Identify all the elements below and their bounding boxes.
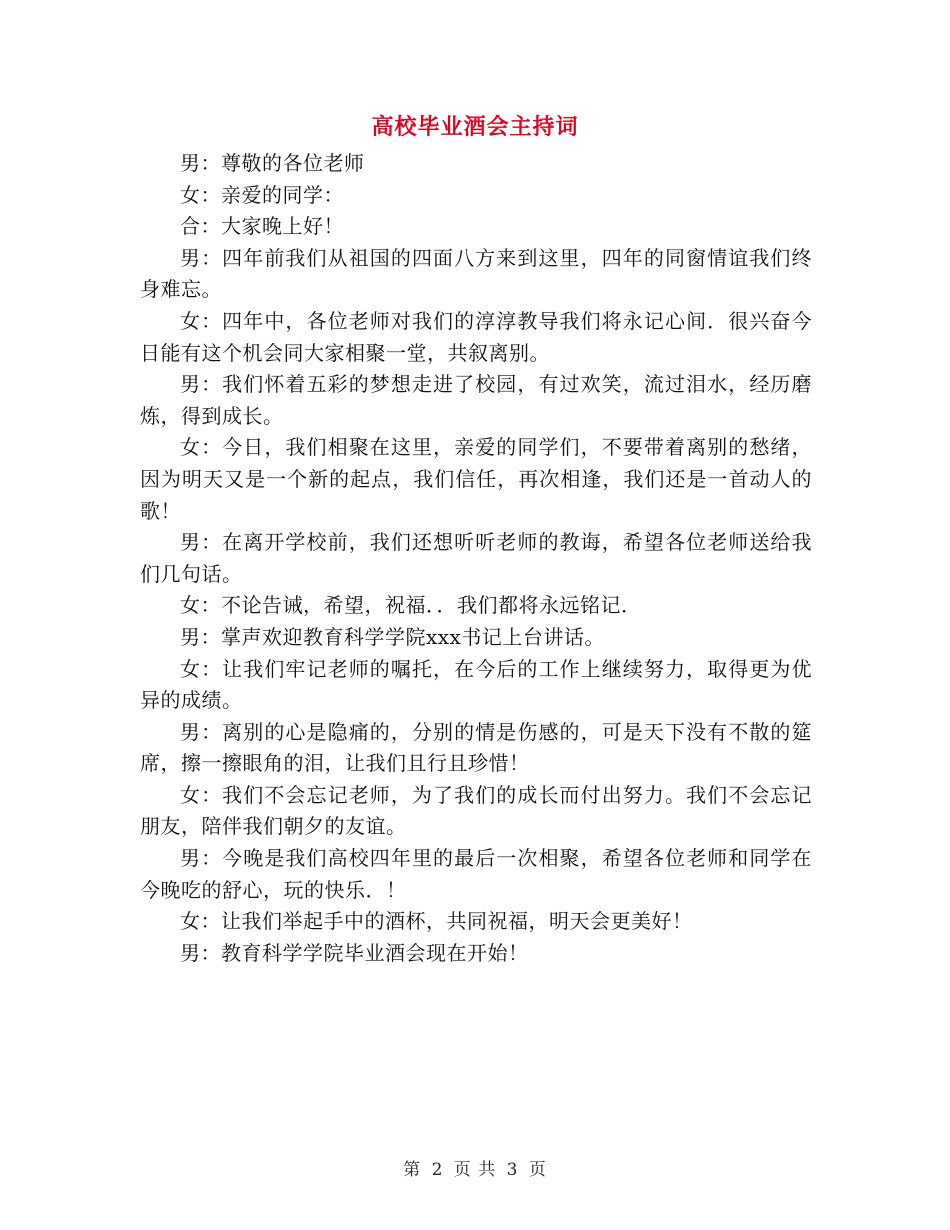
- footer-page-number: 2: [431, 1160, 444, 1180]
- paragraph: 男：今晚是我们高校四年里的最后一次相聚，希望各位老师和同学在今晚吃的舒心，玩的快乐．！: [140, 846, 812, 902]
- paragraph: 合：大家晚上好！: [180, 214, 344, 239]
- paragraph: 女：让我们牢记老师的嘱托，在今后的工作上继续努力，取得更为优异的成绩。: [140, 656, 812, 713]
- paragraph: 女：四年中，各位老师对我们的淳淳教导我们将永记心间．很兴奋今日能有这个机会同大家相聚一堂，共叙离别。: [140, 308, 812, 365]
- footer-prefix: 第: [403, 1160, 422, 1180]
- paragraph: 男：四年前我们从祖国的四面八方来到这里，四年的同窗情谊我们终身难忘。: [140, 245, 812, 302]
- paragraph: 男：在离开学校前，我们还想听听老师的教诲，希望各位老师送给我们几句话。: [140, 530, 812, 586]
- footer-suffix: 页: [528, 1160, 547, 1180]
- paragraph: 男：离别的心是隐痛的，分别的情是伤感的，可是天下没有不散的筵席，擦一擦眼角的泪，让我们且行且珍惜！: [140, 719, 812, 776]
- paragraph: 男：我们怀着五彩的梦想走进了校园，有过欢笑，流过泪水，经历磨炼，得到成长。: [140, 372, 812, 428]
- paragraph: 女：我们不会忘记老师，为了我们的成长而付出努力。我们不会忘记朋友，陪伴我们朝夕的友谊。: [140, 782, 812, 839]
- paragraph: 男：尊敬的各位老师: [180, 151, 365, 175]
- page-footer: [0, 1155, 950, 1180]
- footer-total-pages: 3: [506, 1160, 519, 1180]
- paragraph: 女：让我们举起手中的酒杯，共同祝福，明天会更美好！: [180, 909, 693, 934]
- paragraph: 女：亲爱的同学：: [180, 182, 344, 207]
- paragraph: 女：不论告诫，希望，祝福．．我们都将永远铭记．: [180, 593, 642, 618]
- footer-middle: 页 共: [453, 1160, 497, 1180]
- paragraph: 男：掌声欢迎教育科学学院xxx书记上台讲话。: [180, 624, 605, 649]
- document-body: [140, 148, 812, 969]
- document-title: 高校毕业酒会主持词: [371, 115, 579, 140]
- paragraph: 男：教育科学学院毕业酒会现在开始！: [180, 940, 529, 965]
- paragraph: 女：今日，我们相聚在这里，亲爱的同学们，不要带着离别的愁绪，因为明天又是一个新的起点，我们信任，再次相逢，我们还是一首动人的歌！: [140, 435, 812, 523]
